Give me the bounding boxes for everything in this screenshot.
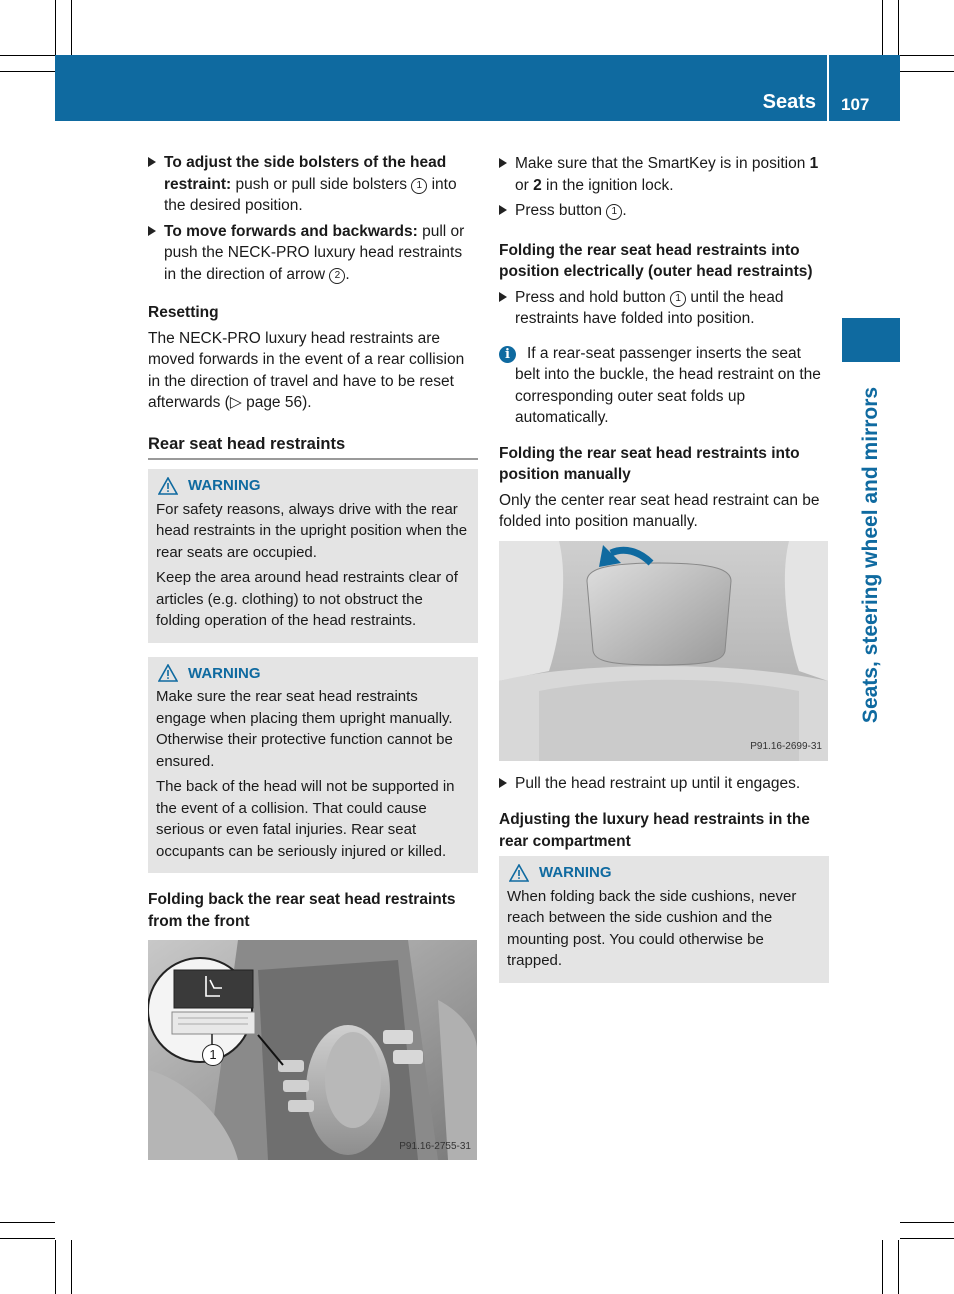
- page-header: [55, 55, 900, 121]
- page-reference-link[interactable]: page 56).: [241, 394, 312, 411]
- crop-mark: [71, 0, 72, 55]
- instruction-step: [499, 153, 829, 196]
- step-bold: 2: [533, 176, 542, 194]
- crop-mark: [55, 1240, 56, 1294]
- info-note: [499, 343, 829, 429]
- warning-text: The back of the head will not be supported in the event of a collision. That could cause serious or even fatal injuries. Rear seat occupants can be seriously injured or killed.: [156, 778, 455, 860]
- warning-text: Keep the area around head restraints clear of articles (e.g. clothing) to not obstruct the folding operation of the head restraints.: [156, 569, 458, 629]
- warning-header: [158, 663, 470, 685]
- crop-mark: [900, 71, 954, 72]
- warning-triangle-icon: [509, 864, 529, 882]
- callout-number: 1: [670, 291, 686, 307]
- info-icon: i: [499, 346, 516, 363]
- crop-mark: [0, 1222, 55, 1223]
- warning-triangle-icon: [158, 477, 178, 495]
- step-text: until the head restraints have folded into position.: [515, 288, 784, 327]
- page-ref-arrow-icon: ▷: [229, 394, 242, 411]
- crop-mark: [71, 1240, 72, 1294]
- step-label: To move forwards and backwards:: [164, 222, 418, 240]
- step-text: in the ignition lock.: [541, 176, 674, 194]
- step-text: Pull the head restraint up until it engages.: [515, 774, 801, 792]
- step-arrow-icon: [148, 157, 156, 167]
- subheading: Folding back the rear seat head restraints from the front: [148, 891, 456, 930]
- chapter-label: Seats, steering wheel and mirrors: [859, 386, 882, 724]
- subheading: Resetting: [148, 304, 219, 321]
- step-text: Press button: [515, 202, 607, 219]
- crop-mark: [882, 1240, 883, 1294]
- step-bold: 1: [809, 155, 819, 172]
- figure-rear-headrest: [499, 541, 828, 761]
- left-column: [148, 152, 478, 1160]
- paragraph-text: The NECK-PRO luxury head restraints are moved forwards in the event of a rear collision in the direction of travel and have to be reset afterwards (: [148, 329, 465, 411]
- crop-mark: [0, 71, 55, 72]
- crop-mark: [900, 1222, 954, 1223]
- crop-mark: [55, 0, 56, 55]
- warning-box: [148, 469, 478, 643]
- subheading: Folding the rear seat head restraints into position electrically (outer head restraints): [499, 241, 813, 280]
- step-text: push or pull side bolsters: [231, 175, 412, 193]
- crop-mark: [898, 1240, 899, 1294]
- step-arrow-icon: [499, 158, 507, 168]
- figure-code: P91.16-2755-31: [399, 1140, 471, 1152]
- subheading: Folding the rear seat head restraints into position manually: [499, 444, 800, 483]
- figure-code: P91.16-2699-31: [750, 741, 822, 752]
- center-console-illustration: [148, 940, 477, 1160]
- warning-text: When folding back the side cushions, never reach between the side cushion and the mounting post. You could otherwise be trapped.: [507, 887, 797, 969]
- subheading: Adjusting the luxury head restraints in the rear compartment: [499, 811, 810, 850]
- step-label: To adjust the side bolsters of the head restraint:: [164, 154, 447, 193]
- warning-label: WARNING: [188, 477, 261, 494]
- paragraph: Only the center rear seat head restraint can be folded into position manually.: [499, 491, 820, 530]
- crop-mark: [0, 55, 55, 56]
- instruction-step: [499, 287, 829, 330]
- step-text: pull or push the NECK-PRO luxury head restraints in the direction of arrow: [164, 222, 465, 283]
- info-text: If a rear-seat passenger inserts the seat belt into the buckle, the head restraint on the corresponding outer seat folds up automatically.: [515, 344, 821, 426]
- crop-mark: [882, 0, 883, 55]
- step-arrow-icon: [499, 778, 507, 788]
- instruction-step: [148, 152, 478, 217]
- header-divider: [827, 55, 829, 121]
- step-arrow-icon: [499, 205, 507, 215]
- crop-mark: [900, 55, 954, 56]
- instruction-step: [148, 221, 478, 286]
- rear-headrest-illustration: [499, 541, 828, 761]
- paragraph: [148, 328, 478, 414]
- step-arrow-icon: [148, 226, 156, 236]
- callout-number: 2: [329, 268, 345, 284]
- warning-triangle-icon: [158, 664, 178, 682]
- crop-mark: [0, 1238, 55, 1239]
- step-text: or: [515, 176, 534, 194]
- warning-label: WARNING: [188, 664, 261, 682]
- warning-header: [158, 475, 470, 497]
- warning-header: [509, 862, 821, 884]
- figure-callout: 1: [202, 1044, 224, 1066]
- page-number: 107: [841, 95, 870, 114]
- section-title: Seats: [762, 91, 816, 113]
- step-text: Make sure that the SmartKey is in position: [515, 155, 810, 172]
- figure-center-console: [148, 940, 477, 1160]
- step-text: into the desired position.: [164, 175, 457, 214]
- callout-number: 1: [411, 178, 427, 194]
- section-heading: Rear seat head restraints: [148, 434, 478, 461]
- crop-mark: [900, 1238, 954, 1239]
- right-column: [499, 153, 829, 983]
- warning-label: WARNING: [539, 864, 612, 881]
- instruction-step: [499, 773, 829, 795]
- step-text: .: [622, 202, 627, 219]
- instruction-step: [499, 200, 829, 222]
- step-text: .: [345, 265, 350, 283]
- chapter-tab: [842, 318, 900, 362]
- step-arrow-icon: [499, 292, 507, 302]
- warning-box: [148, 657, 478, 874]
- step-text: Press and hold button: [515, 288, 671, 306]
- warning-text: Make sure the rear seat head restraints engage when placing them upright manually. Otherwise their protective function cannot be ensured.: [156, 688, 453, 770]
- warning-box: [499, 856, 829, 983]
- crop-mark: [898, 0, 899, 55]
- warning-text: For safety reasons, always drive with the rear head restraints in the upright position when the rear seats are occupied.: [156, 500, 468, 561]
- callout-number: 1: [606, 204, 622, 220]
